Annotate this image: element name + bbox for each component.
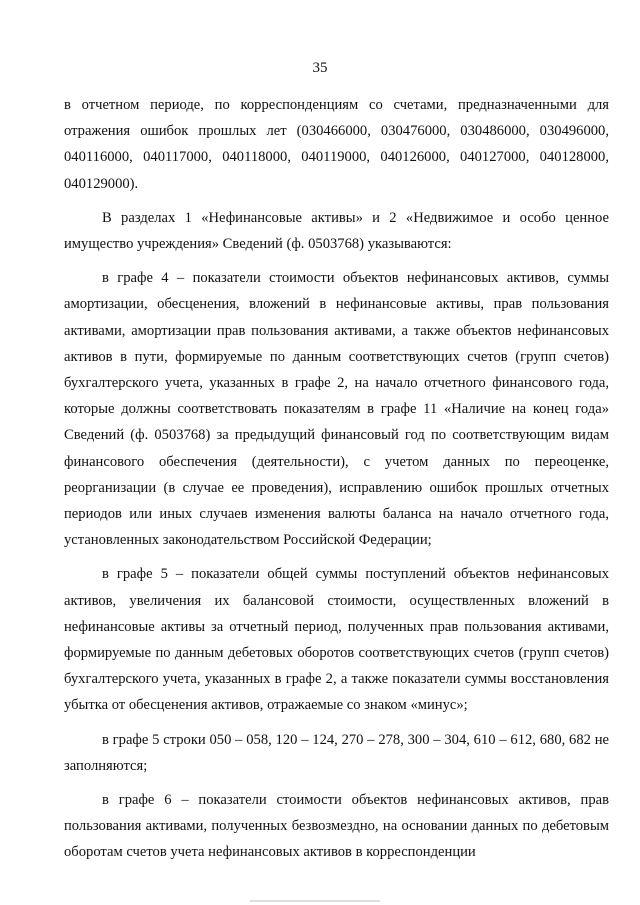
scan-artifact bbox=[250, 900, 380, 902]
paragraph-column-6: в графе 6 – показатели стоимости объектов нефинансовых активов, прав пользования активами, полученных безвозмездно, на основании данных по дебетовым оборотам счетов учета нефинансовых активов в корреспонденции bbox=[64, 792, 609, 861]
page-number: 35 bbox=[312, 60, 328, 76]
paragraph-column-5: в графе 5 – показатели общей суммы поступлений объектов нефинансовых активов, увеличения их балансовой стоимости, осуществленных вложений в нефинансовые активы за отчетный период, полученных прав пользования активами, формируемые по данным дебетовых оборотов соответствующих счетов (групп счетов) бухгалтерского учета, указанных в графе 2, а также показатели суммы восстановления убытка от обесценения активов, отражаемые со знаком «минус»; bbox=[64, 566, 609, 714]
paragraph-column-5-rows: в графе 5 строки 050 – 058, 120 – 124, 270 – 278, 300 – 304, 610 – 612, 680, 682 не заполняются; bbox=[64, 731, 609, 774]
paragraph-continuation: в отчетном периоде, по корреспонденциям со счетами, предназначенными для отражения ошибок прошлых лет (030466000, 030476000, 030486000, 030496000, 040116000, 040117000, 040118000, 040119000, 040126000, 040127000, 040128000, 040129000). bbox=[64, 97, 609, 192]
document-body bbox=[64, 92, 609, 866]
paragraph-sections-intro: В разделах 1 «Нефинансовые активы» и 2 «Недвижимое и особо ценное имущество учреждения» Сведений (ф. 0503768) указываются: bbox=[64, 209, 609, 253]
paragraph-column-4: в графе 4 – показатели стоимости объектов нефинансовых активов, суммы амортизации, обесценения, вложений в нефинансовые активы, прав пользования активами, амортизации прав пользования активами, а также объектов нефинансовых активов в пути, формируемые по данным соответствующих счетов (групп счетов) бухгалтерского учета, указанных в графе 2, на начало отчетного финансового года, которые должны соответствовать показателям в графе 11 «Наличие на конец года» Сведений (ф. 0503768) за предыдущий финансовый год по соответствующим видам финансового обеспечения (деятельности), с учетом данных по переоценке, реорганизации (в случае ее проведения), исправлению ошибок прошлых отчетных периодов или иных случаев изменения валюты баланса на начало отчетного года, установленных законодательством Российской Федерации; bbox=[64, 270, 609, 549]
